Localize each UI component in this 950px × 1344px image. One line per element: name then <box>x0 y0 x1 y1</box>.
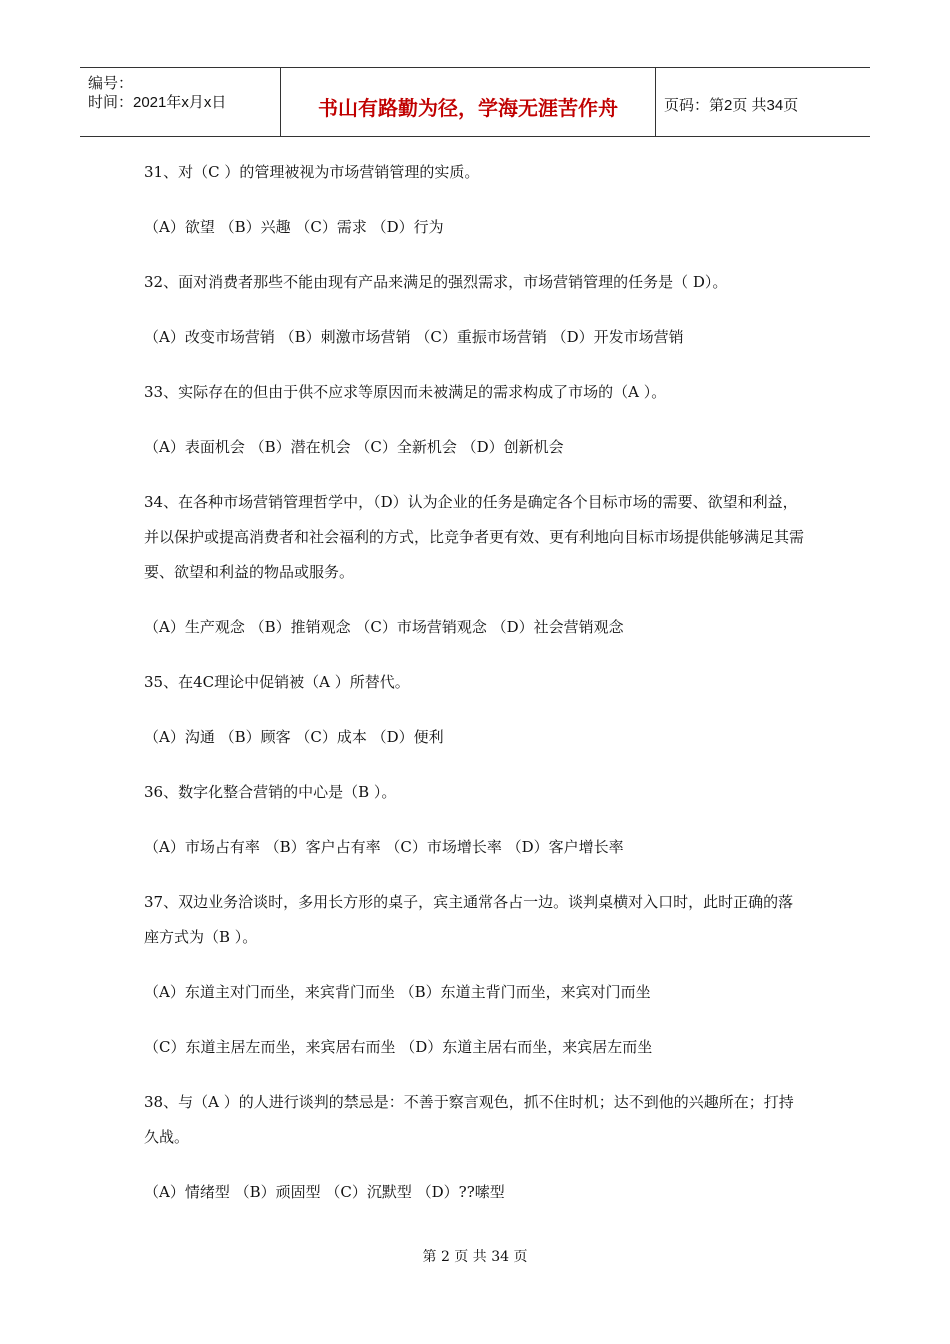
question-options: （A）东道主对门而坐，来宾背门而坐 （B）东道主背门而坐，来宾对门而坐 <box>144 983 651 1001</box>
question-options: （A）表面机会 （B）潜在机会 （C）全新机会 （D）创新机会 <box>144 438 564 456</box>
header-page-cell <box>656 68 870 136</box>
question-stem: 31、对（C ）的管理被视为市场营销管理的实质。 <box>144 163 480 181</box>
header-motto-cell <box>280 68 656 136</box>
question-options: （A）欲望 （B）兴趣 （C）需求 （D）行为 <box>144 218 444 236</box>
header-motto: 书山有路勤为径，学海无涯苦作舟 <box>318 96 618 120</box>
question-list <box>144 155 804 1230</box>
question-options: （A）生产观念 （B）推销观念 （C）市场营销观念 （D）社会营销观念 <box>144 618 624 636</box>
question-stem: 35、在4C理论中促销被（A ）所替代。 <box>144 673 410 691</box>
question-options: （C）东道主居左而坐，来宾居右而坐 （D）东道主居右而坐，来宾居左而坐 <box>144 1038 653 1056</box>
question-stem: 32、面对消费者那些不能由现有产品来满足的强烈需求，市场营销管理的任务是（ D）。 <box>144 273 728 291</box>
question-options: （A）沟通 （B）顾客 （C）成本 （D）便利 <box>144 728 444 746</box>
question-stem: 37、双边业务洽谈时，多用长方形的桌子，宾主通常各占一边。谈判桌横对入口时，此时正确的落座方式为（B ）。 <box>144 893 794 946</box>
question-stem: 38、与（A ）的人进行谈判的禁忌是：不善于察言观色，抓不住时机；达不到他的兴趣所在；打持久战。 <box>144 1093 794 1146</box>
question-stem: 33、实际存在的但由于供不应求等原因而未被满足的需求构成了市场的（A ）。 <box>144 383 667 401</box>
question-options: （A）市场占有率 （B）客户占有率 （C）市场增长率 （D）客户增长率 <box>144 838 624 856</box>
document-number-label: 编号： <box>88 75 134 92</box>
document-time-label: 时间：2021年x月x日 <box>88 94 227 111</box>
page-footer: 第 2 页 共 34 页 <box>422 1249 528 1265</box>
header-info <box>80 68 280 136</box>
question-options: （A）改变市场营销 （B）刺激市场营销 （C）重振市场营销 （D）开发市场营销 <box>144 328 684 346</box>
page-header <box>80 67 870 137</box>
question-stem: 34、在各种市场营销管理哲学中，（D）认为企业的任务是确定各个目标市场的需要、欲望和利益，并以保护或提高消费者和社会福利的方式，比竞争者更有效、更有利地向目标市场提供能够满足其需要、欲望和利益的物品或服务。 <box>144 493 805 581</box>
header-page-number: 页码：第2页 共34页 <box>664 97 799 114</box>
question-options: （A）情绪型 （B）顽固型 （C）沉默型 （D）??嗦型 <box>144 1183 505 1201</box>
question-stem: 36、数字化整合营销的中心是（B ）。 <box>144 783 397 801</box>
